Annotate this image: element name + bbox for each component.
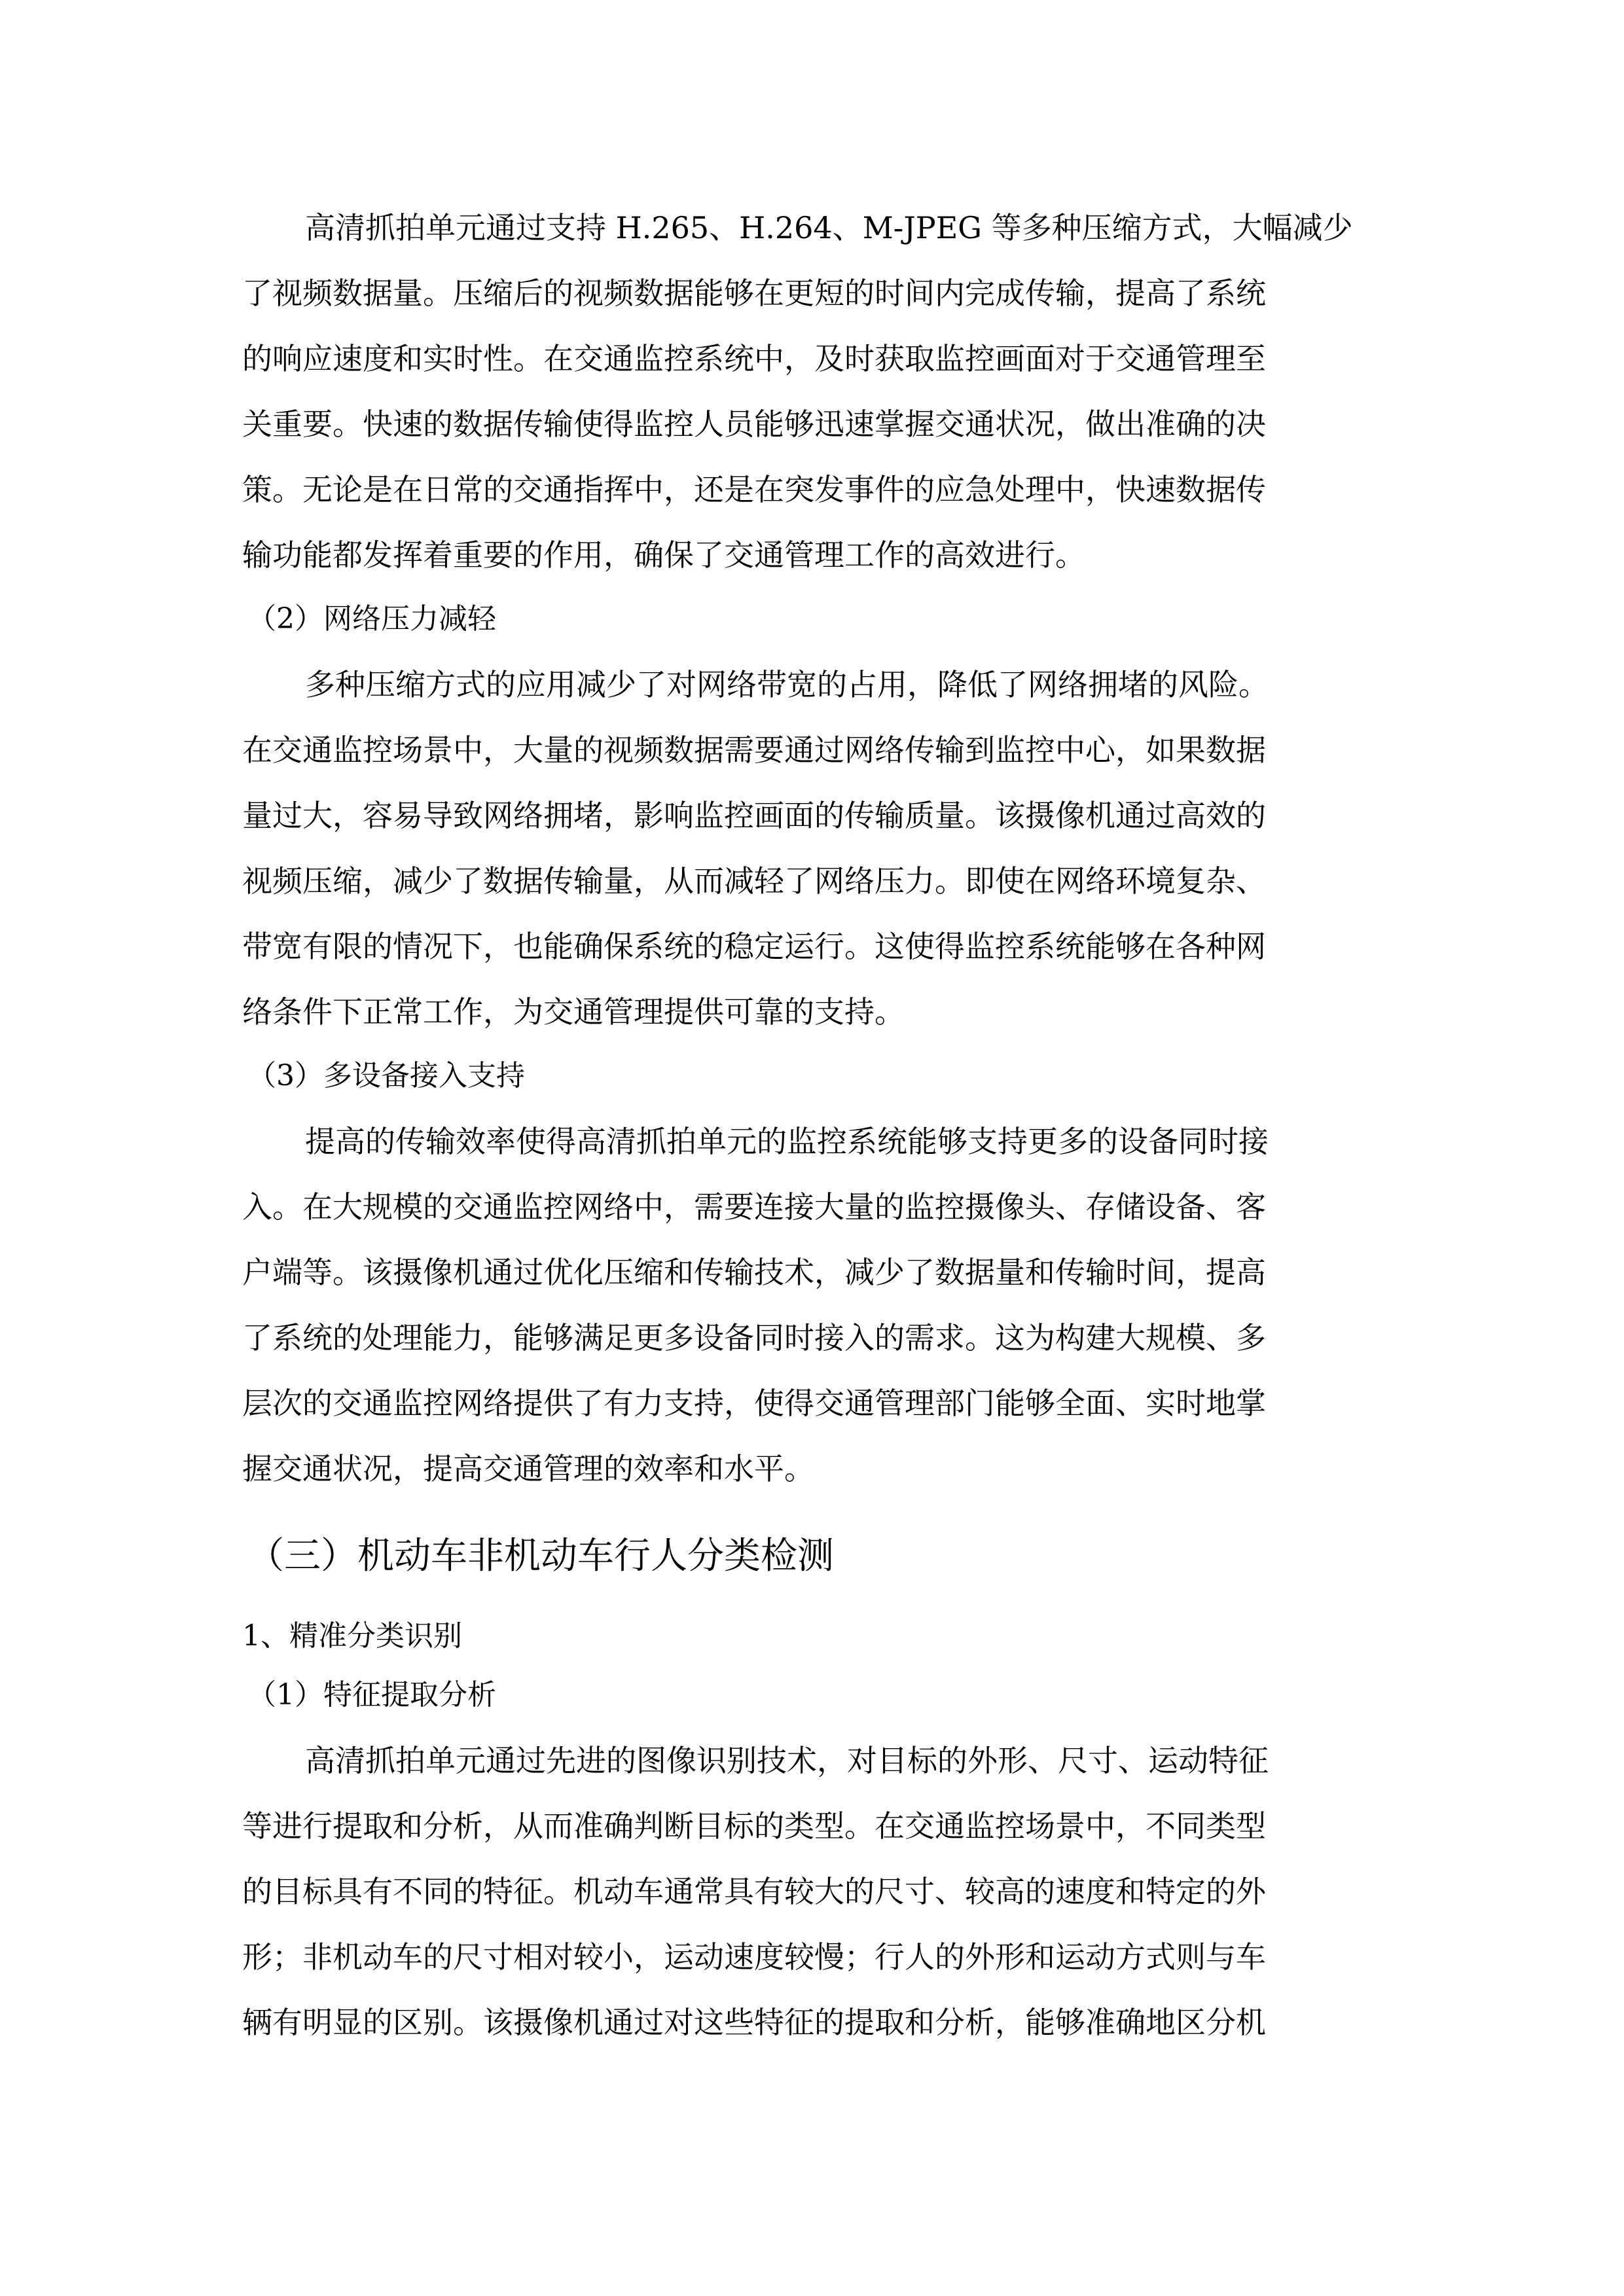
paragraph-line: 高清抓拍单元通过先进的图像识别技术，对目标的外形、尺寸、运动特征 <box>305 1743 1269 1778</box>
paragraph-line: 了系统的处理能力，能够满足更多设备同时接入的需求。这为构建大规模、多 <box>242 1320 1266 1355</box>
paragraph-line: 了视频数据量。压缩后的视频数据能够在更短的时间内完成传输，提高了系统 <box>242 276 1266 311</box>
paragraph-line: 入。在大规模的交通监控网络中，需要连接大量的监控摄像头、存储设备、客 <box>242 1189 1266 1225</box>
paragraph-line: 形；非机动车的尺寸相对较小，运动速度较慢；行人的外形和运动方式则与车 <box>242 1939 1266 1975</box>
paragraph-line: 输功能都发挥着重要的作用，确保了交通管理工作的高效进行。 <box>242 537 1085 573</box>
section-heading: （三）机动车非机动车行人分类检测 <box>247 1535 834 1577</box>
paragraph-line: 高清抓拍单元通过支持 H.265、H.264、M-JPEG 等多种压缩方式，大幅减少 <box>305 210 1353 245</box>
paragraph-line: 户端等。该摄像机通过优化压缩和传输技术，减少了数据量和传输时间，提高 <box>242 1255 1266 1290</box>
subheading-feature-extraction: （1）特征提取分析 <box>247 1678 496 1712</box>
paragraph-line: 握交通状况，提高交通管理的效率和水平。 <box>242 1451 814 1486</box>
paragraph-line: 策。无论是在日常的交通指挥中，还是在突发事件的应急处理中，快速数据传 <box>242 472 1266 507</box>
paragraph-line: 辆有明显的区别。该摄像机通过对这些特征的提取和分析，能够准确地区分机 <box>242 2005 1266 2040</box>
paragraph-line: 在交通监控场景中，大量的视频数据需要通过网络传输到监控中心，如果数据 <box>242 732 1266 768</box>
paragraph-line: 层次的交通监控网络提供了有力支持，使得交通管理部门能够全面、实时地掌 <box>242 1386 1266 1421</box>
paragraph-line: 量过大，容易导致网络拥堵，影响监控画面的传输质量。该摄像机通过高效的 <box>242 798 1266 833</box>
paragraph-line: 提高的传输效率使得高清抓拍单元的监控系统能够支持更多的设备同时接 <box>305 1124 1269 1159</box>
paragraph-line: 视频压缩，减少了数据传输量，从而减轻了网络压力。即使在网络环境复杂、 <box>242 863 1266 899</box>
paragraph-line: 等进行提取和分析，从而准确判断目标的类型。在交通监控场景中，不同类型 <box>242 1808 1266 1844</box>
paragraph-line: 带宽有限的情况下，也能确保系统的稳定运行。这使得监控系统能够在各种网 <box>242 929 1266 964</box>
subheading-network-pressure: （2）网络压力减轻 <box>247 602 496 636</box>
paragraph-line: 的响应速度和实时性。在交通监控系统中，及时获取监控画面对于交通管理至 <box>242 341 1266 376</box>
paragraph-line: 络条件下正常工作，为交通管理提供可靠的支持。 <box>242 994 905 1030</box>
paragraph-line: 关重要。快速的数据传输使得监控人员能够迅速掌握交通状况，做出准确的决 <box>242 406 1266 442</box>
paragraph-line: 的目标具有不同的特征。机动车通常具有较大的尺寸、较高的速度和特定的外 <box>242 1874 1266 1909</box>
subheading-multi-device: （3）多设备接入支持 <box>247 1059 525 1092</box>
paragraph-line: 多种压缩方式的应用减少了对网络带宽的占用，降低了网络拥堵的风险。 <box>305 667 1269 702</box>
numbered-heading: 1、精准分类识别 <box>242 1619 462 1653</box>
